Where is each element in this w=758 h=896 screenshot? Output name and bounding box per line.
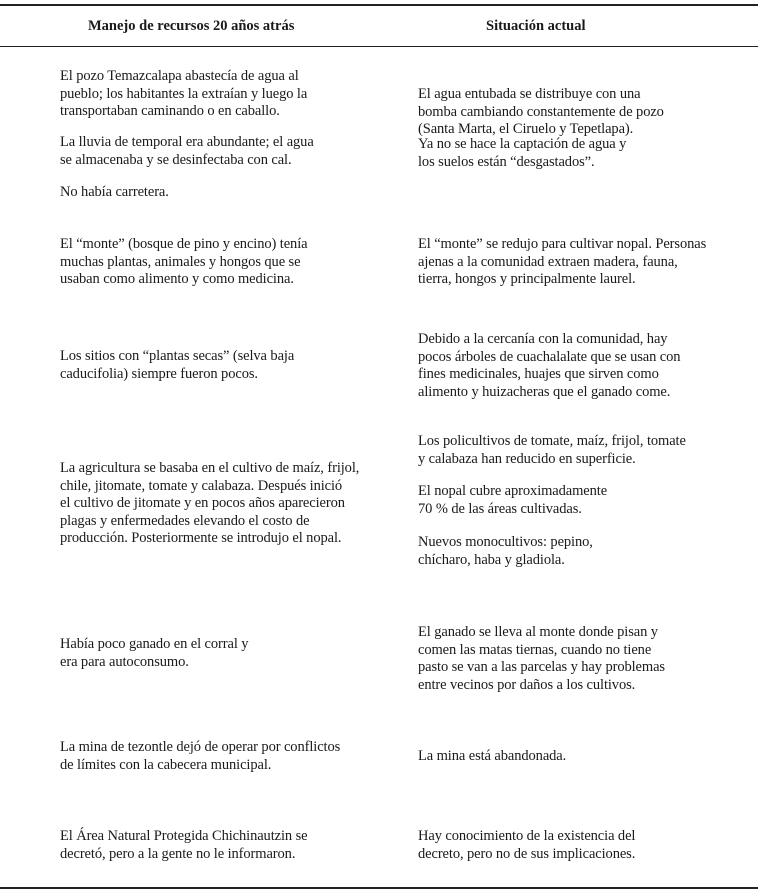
row-2-now: El “monte” se redujo para cultivar nopal. Personas ajenas a la comunidad extraen madera, fauna, tierra, hongos y principalmente laurel. — [418, 236, 707, 287]
bottom-rule — [0, 887, 758, 889]
row-6-now: La mina está abandonada. — [418, 748, 567, 764]
row-3-now: Debido a la cercanía con la comunidad, hay pocos árboles de cuachalalate que se usan con fines medicinales, huajes que sirven como alimento y huizacheras que el ganado come. — [418, 331, 681, 400]
row-6-before: La mina de tezontle dejó de operar por conflictos de límites con la cabecera municipal. — [60, 739, 341, 773]
row-5-now: El ganado se lleva al monte donde pisan y comen las matas tiernas, cuando no tiene pasto se van a las parcelas y hay problemas entre vecinos por daños a los cultivos. — [418, 624, 665, 693]
header-now: Situación actual — [486, 18, 586, 34]
row-3-before: Los sitios con “plantas secas” (selva baja caducifolia) siempre fueron pocos. — [60, 348, 295, 382]
header-before: Manejo de recursos 20 años atrás — [88, 18, 295, 34]
header-rule — [0, 46, 758, 47]
row-1-now-p1: El agua entubada se distribuye con una bomba cambiando constantemente de pozo (Santa Marta, el Ciruelo y Tepetlapa). — [418, 86, 664, 137]
row-4-now-p1: Los policultivos de tomate, maíz, frijol, tomate y calabaza han reducido en superficie. — [418, 433, 686, 467]
row-7-before: El Área Natural Protegida Chichinautzin se decretó, pero a la gente no le informaron. — [60, 828, 308, 862]
row-1-now-p2: Ya no se hace la captación de agua y los suelos están “desgastados”. — [418, 136, 627, 170]
row-4-now-p3: Nuevos monocultivos: pepino, chícharo, haba y gladiola. — [418, 534, 593, 568]
row-4-now-p2: El nopal cubre aproximadamente 70 % de las áreas cultivadas. — [418, 483, 608, 517]
row-2-before: El “monte” (bosque de pino y encino) tenía muchas plantas, animales y hongos que se usaban como alimento y como medicina. — [60, 236, 308, 287]
row-5-before: Había poco ganado en el corral y era para autoconsumo. — [60, 636, 249, 670]
row-1-before-p2: La lluvia de temporal era abundante; el agua se almacenaba y se desinfectaba con cal. — [60, 134, 314, 168]
row-7-now: Hay conocimiento de la existencia del decreto, pero no de sus implicaciones. — [418, 828, 636, 862]
row-1-before-p1: El pozo Temazcalapa abastecía de agua al pueblo; los habitantes la extraían y luego la transportaban caminando o en caballo. — [60, 68, 308, 119]
row-4-before: La agricultura se basaba en el cultivo de maíz, frijol, chile, jitomate, tomate y calabaza. Después inició el cultivo de jitomate y en pocos años aparecieron plagas y enfermedades elevando el costo de producción. Posteriormente se introdujo el nopal. — [60, 460, 360, 546]
top-rule — [0, 4, 758, 6]
row-1-before-p3: No había carretera. — [60, 184, 169, 200]
